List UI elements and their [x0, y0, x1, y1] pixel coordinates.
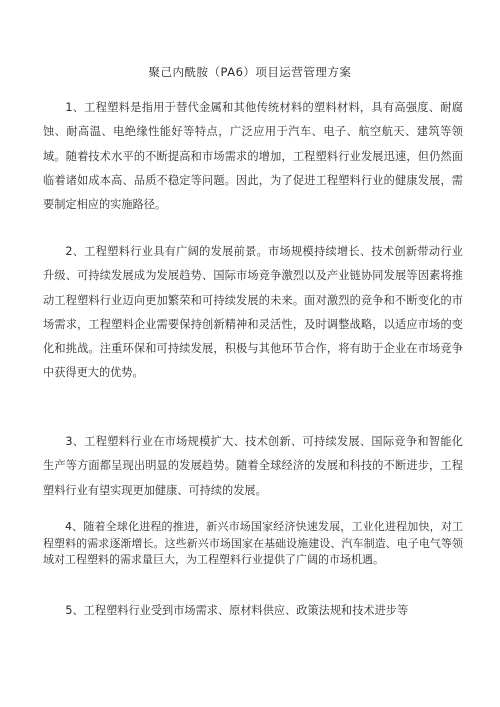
paragraph-5: 5、工程塑料行业受到市场需求、原材料供应、政策法规和技术进步等 [65, 604, 409, 617]
document-title: 聚己内酰胺（PA6）项目运营管理方案 [148, 65, 352, 79]
paragraph-2: 2、工程塑料行业具有广阔的发展前景。市场规模持续增长、技术创新带动行业升级、可持续发展成为发展趋势、国际市场竞争激烈以及产业链协同发展等因素将推动工程塑料行业迈向更加繁荣和可持续发展的未来。面对激烈的竞争和不断变化的市场需求，工程塑料企业需要保持创新精神和灵活性，及时调整战略，以适应市场的变化和挑战。注重环保和可持续发展，积极与其他环节合作，将有助于企业在市场竞争中获得更大的优势。 [43, 245, 463, 380]
paragraph-3: 3、工程塑料行业在市场规模扩大、技术创新、可持续发展、国际竞争和智能化生产等方面都呈现出明显的发展趋势。随着全球经济的发展和科技的不断进步，工程塑料行业有望实现更加健康、可持续的发展。 [43, 435, 463, 497]
paragraph-1: 1、工程塑料是指用于替代金属和其他传统材料的塑料材料，具有高强度、耐腐蚀、耐高温、电绝缘性能好等特点，广泛应用于汽车、电子、航空航天、建筑等领域。随着技术水平的不断提高和市场需求的增加，工程塑料行业发展迅速，但仍然面临着诸如成本高、品质不稳定等问题。因此，为了促进工程塑料行业的健康发展，需要制定相应的实施路径。 [43, 101, 463, 212]
paragraph-4: 4、随着全球化进程的推进，新兴市场国家经济快速发展，工业化进程加快，对工程塑料的需求逐渐增长。这些新兴市场国家在基础设施建设、汽车制造、电子电气等领域对工程塑料的需求量巨大，为工程塑料行业提供了广阔的市场机遇。 [43, 520, 463, 566]
